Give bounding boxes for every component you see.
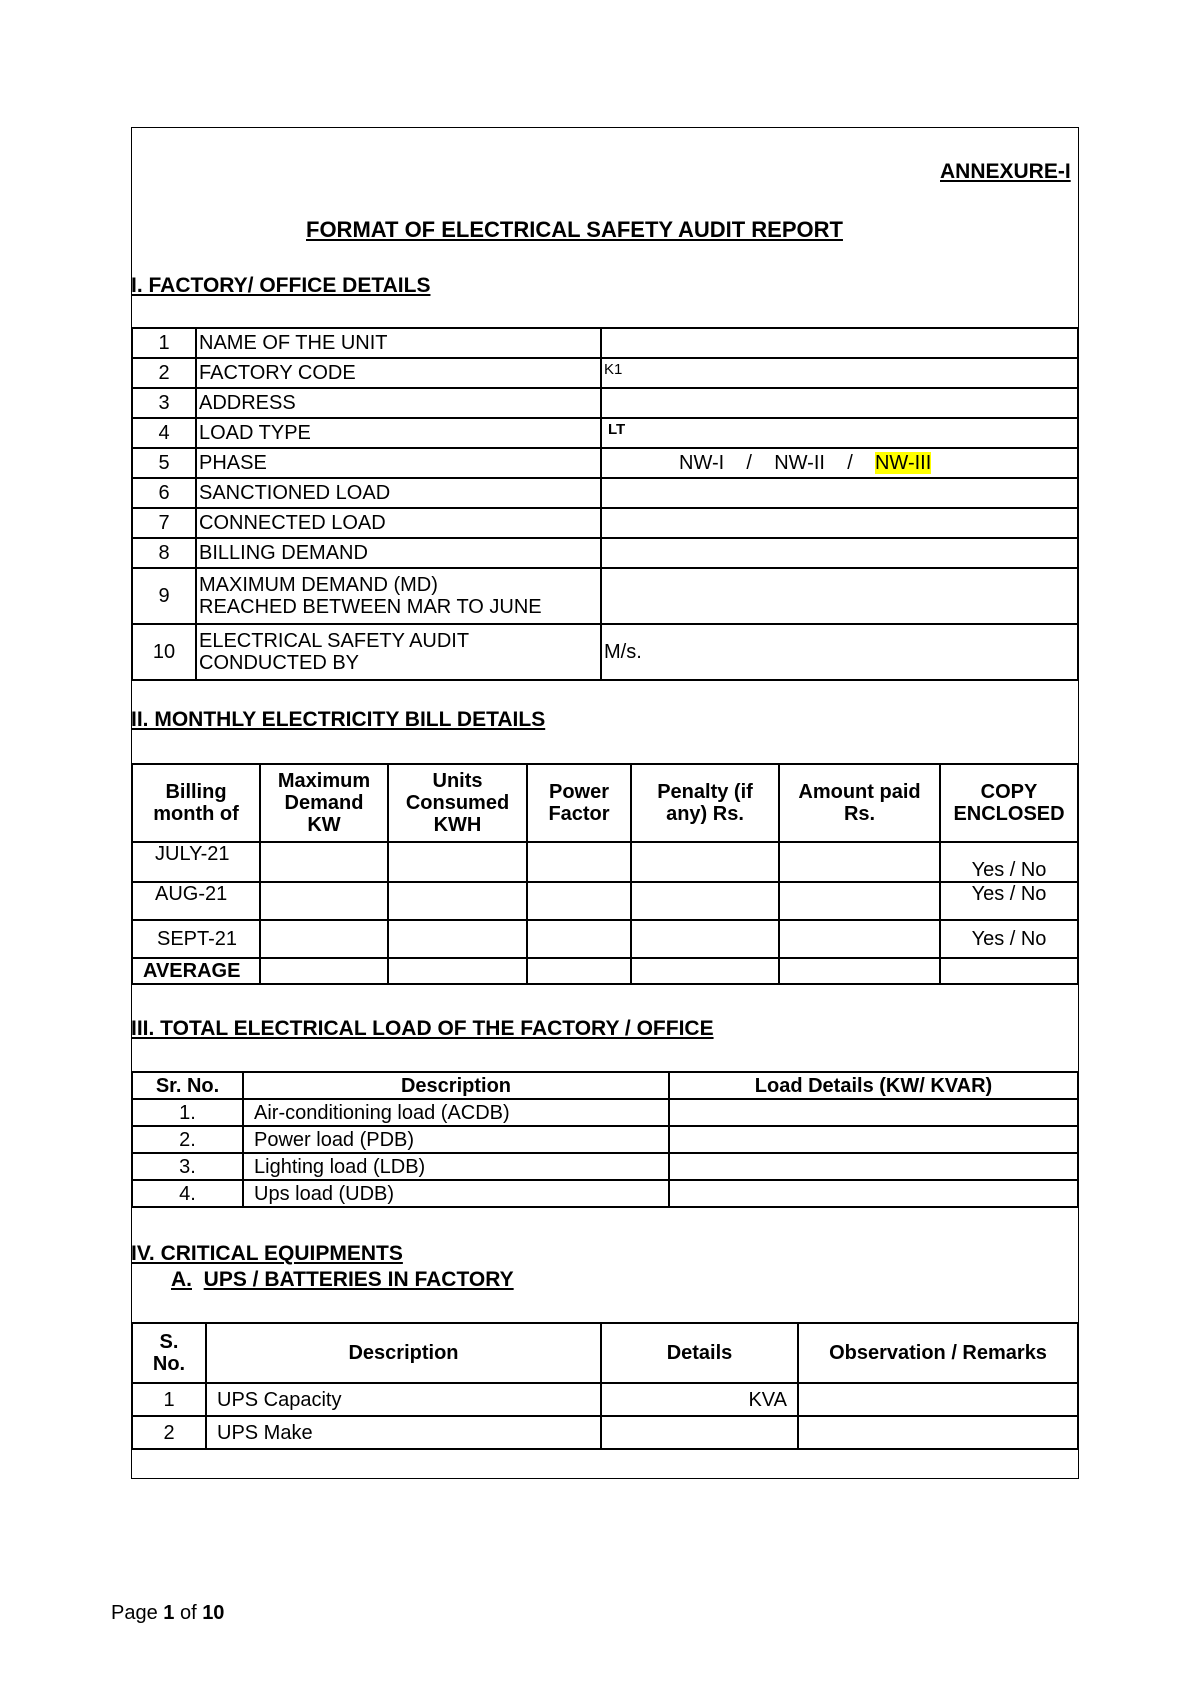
col-header-sr-no: Sr. No. bbox=[132, 1072, 243, 1099]
header-line: Maximum bbox=[277, 770, 371, 792]
header-line: Consumed bbox=[405, 792, 510, 814]
section2-heading: II. MONTHLY ELECTRICITY BILL DETAILS bbox=[131, 708, 546, 731]
cell[interactable] bbox=[388, 882, 527, 920]
row-label-line2: REACHED BETWEEN MAR TO JUNE bbox=[199, 596, 542, 618]
col-header-max-demand bbox=[260, 764, 388, 842]
load-description: Power load (PDB) bbox=[243, 1126, 669, 1153]
table-header-row bbox=[132, 1323, 1078, 1383]
row-no: 5 bbox=[132, 448, 196, 478]
cell[interactable] bbox=[779, 882, 940, 920]
sr-no: 2. bbox=[132, 1126, 243, 1153]
bill-details-table bbox=[131, 763, 1079, 985]
table-row bbox=[132, 624, 1078, 680]
row-no: 7 bbox=[132, 508, 196, 538]
row-label: PHASE bbox=[196, 448, 601, 478]
row-no: 1 bbox=[132, 328, 196, 358]
phase-separator: / bbox=[847, 452, 853, 474]
table-row bbox=[132, 1153, 1078, 1180]
header-line: Units bbox=[432, 770, 483, 792]
row-label bbox=[196, 568, 601, 624]
average-cell: AVERAGE bbox=[132, 958, 260, 984]
table-row bbox=[132, 1180, 1078, 1207]
cell[interactable] bbox=[631, 842, 779, 882]
table-row bbox=[132, 882, 1078, 920]
cell[interactable] bbox=[779, 842, 940, 882]
footer-page-number: 1 bbox=[163, 1602, 175, 1624]
phase-options bbox=[601, 448, 1078, 478]
cell[interactable] bbox=[527, 958, 631, 984]
row-label: CONNECTED LOAD bbox=[196, 508, 601, 538]
col-header-copy bbox=[940, 764, 1078, 842]
cell[interactable] bbox=[779, 958, 940, 984]
table-row bbox=[132, 958, 1078, 984]
section3-heading: III. TOTAL ELECTRICAL LOAD OF THE FACTORY / OFFICE bbox=[131, 1017, 714, 1040]
col-header-penalty bbox=[631, 764, 779, 842]
subheading-letter: A. bbox=[171, 1268, 192, 1291]
row-label: ADDRESS bbox=[196, 388, 601, 418]
header-line: Amount paid bbox=[798, 781, 921, 803]
row-value[interactable]: K1 bbox=[601, 358, 1078, 388]
row-no: 9 bbox=[132, 568, 196, 624]
table-row bbox=[132, 478, 1078, 508]
ups-details[interactable] bbox=[601, 1416, 798, 1449]
row-value[interactable] bbox=[601, 568, 1078, 624]
header-line: Rs. bbox=[843, 803, 876, 825]
header-line: KWH bbox=[433, 814, 482, 836]
sr-no: 3. bbox=[132, 1153, 243, 1180]
col-header-description: Description bbox=[243, 1072, 669, 1099]
annexure-label: ANNEXURE-I bbox=[940, 160, 1071, 183]
ups-table bbox=[131, 1322, 1079, 1450]
phase-separator: / bbox=[746, 452, 752, 474]
row-label: BILLING DEMAND bbox=[196, 538, 601, 568]
section1-heading: I. FACTORY/ OFFICE DETAILS bbox=[131, 274, 431, 297]
cell[interactable] bbox=[527, 882, 631, 920]
row-value[interactable]: LT bbox=[601, 418, 1078, 448]
section4-subheading bbox=[171, 1268, 514, 1292]
sr-no: 4. bbox=[132, 1180, 243, 1207]
copy-enclosed-cell[interactable]: Yes / No bbox=[940, 882, 1078, 920]
row-value[interactable] bbox=[601, 538, 1078, 568]
row-label-line1: ELECTRICAL SAFETY AUDIT bbox=[199, 630, 470, 652]
col-header-details: Details bbox=[601, 1323, 798, 1383]
cell[interactable] bbox=[631, 882, 779, 920]
col-header-sno bbox=[132, 1323, 206, 1383]
cell[interactable] bbox=[260, 842, 388, 882]
page-footer bbox=[111, 1602, 224, 1625]
table-row bbox=[132, 568, 1078, 624]
footer-of: of bbox=[174, 1602, 203, 1624]
col-header-description: Description bbox=[206, 1323, 601, 1383]
section4-heading: IV. CRITICAL EQUIPMENTS bbox=[131, 1242, 403, 1265]
col-header-units bbox=[388, 764, 527, 842]
cell[interactable] bbox=[631, 920, 779, 958]
month-cell: JULY-21 bbox=[132, 842, 260, 882]
col-header-load-details: Load Details (KW/ KVAR) bbox=[669, 1072, 1078, 1099]
row-no: 10 bbox=[132, 624, 196, 680]
load-description: Ups load (UDB) bbox=[243, 1180, 669, 1207]
load-value[interactable] bbox=[669, 1099, 1078, 1126]
table-row bbox=[132, 842, 1078, 882]
cell[interactable] bbox=[527, 842, 631, 882]
table-row bbox=[132, 448, 1078, 478]
table-row bbox=[132, 358, 1078, 388]
table-header-row bbox=[132, 1072, 1078, 1099]
header-line: S. bbox=[159, 1331, 179, 1353]
header-line: ENCLOSED bbox=[953, 803, 1065, 825]
row-value[interactable] bbox=[601, 508, 1078, 538]
col-header-power-factor bbox=[527, 764, 631, 842]
cell[interactable] bbox=[260, 882, 388, 920]
row-label-line1: MAXIMUM DEMAND (MD) bbox=[199, 574, 438, 596]
load-value[interactable] bbox=[669, 1153, 1078, 1180]
factory-details-table bbox=[131, 327, 1079, 681]
load-value[interactable] bbox=[669, 1180, 1078, 1207]
footer-total-pages: 10 bbox=[202, 1602, 225, 1624]
table-row bbox=[132, 1383, 1078, 1416]
load-description: Lighting load (LDB) bbox=[243, 1153, 669, 1180]
load-description: Air-conditioning load (ACDB) bbox=[243, 1099, 669, 1126]
sr-no: 1. bbox=[132, 1099, 243, 1126]
table-row bbox=[132, 508, 1078, 538]
cell[interactable] bbox=[260, 958, 388, 984]
row-no: 6 bbox=[132, 478, 196, 508]
header-line: KW bbox=[307, 814, 341, 836]
ups-description: UPS Make bbox=[206, 1416, 601, 1449]
phase-option-nw1[interactable]: NW-I bbox=[679, 452, 725, 474]
row-value[interactable] bbox=[601, 478, 1078, 508]
table-row bbox=[132, 920, 1078, 958]
row-no: 3 bbox=[132, 388, 196, 418]
phase-option-nw2[interactable]: NW-II bbox=[774, 452, 825, 474]
col-header-observation: Observation / Remarks bbox=[798, 1323, 1078, 1383]
header-line: Billing bbox=[165, 781, 227, 803]
row-label: NAME OF THE UNIT bbox=[196, 328, 601, 358]
cell[interactable] bbox=[631, 958, 779, 984]
table-row bbox=[132, 1099, 1078, 1126]
header-line: No. bbox=[152, 1353, 186, 1375]
col-header-amount bbox=[779, 764, 940, 842]
row-label: FACTORY CODE bbox=[196, 358, 601, 388]
table-row bbox=[132, 1416, 1078, 1449]
cell[interactable] bbox=[940, 958, 1078, 984]
ups-description: UPS Capacity bbox=[206, 1383, 601, 1416]
header-line: Power bbox=[548, 781, 610, 803]
header-line: Penalty (if bbox=[657, 781, 753, 803]
copy-enclosed-cell[interactable]: Yes / No bbox=[940, 920, 1078, 958]
row-no: 2 bbox=[132, 1416, 206, 1449]
cell[interactable] bbox=[388, 920, 527, 958]
header-line: COPY bbox=[980, 781, 1038, 803]
copy-enclosed-cell[interactable]: Yes / No bbox=[940, 842, 1078, 882]
footer-page-label: Page bbox=[111, 1602, 164, 1624]
load-value[interactable] bbox=[669, 1126, 1078, 1153]
month-cell: SEPT-21 bbox=[132, 920, 260, 958]
phase-option-nw3-selected[interactable]: NW-III bbox=[874, 452, 932, 474]
row-no: 4 bbox=[132, 418, 196, 448]
cell[interactable] bbox=[388, 958, 527, 984]
month-cell: AUG-21 bbox=[132, 882, 260, 920]
table-row bbox=[132, 538, 1078, 568]
header-line: Demand bbox=[284, 792, 364, 814]
row-label bbox=[196, 624, 601, 680]
table-row bbox=[132, 1126, 1078, 1153]
row-label: LOAD TYPE bbox=[196, 418, 601, 448]
row-label-line2: CONDUCTED BY bbox=[199, 652, 360, 674]
row-value[interactable]: M/s. bbox=[601, 624, 1078, 680]
row-no: 2 bbox=[132, 358, 196, 388]
row-no: 8 bbox=[132, 538, 196, 568]
table-row bbox=[132, 328, 1078, 358]
col-header-billing bbox=[132, 764, 260, 842]
table-row bbox=[132, 388, 1078, 418]
subheading-text: UPS / BATTERIES IN FACTORY bbox=[203, 1268, 514, 1291]
row-no: 1 bbox=[132, 1383, 206, 1416]
ups-details[interactable]: KVA bbox=[601, 1383, 798, 1416]
cell[interactable] bbox=[527, 920, 631, 958]
row-value[interactable] bbox=[601, 388, 1078, 418]
cell[interactable] bbox=[260, 920, 388, 958]
header-line: Factor bbox=[548, 803, 610, 825]
ups-observation[interactable] bbox=[798, 1416, 1078, 1449]
header-line: any) Rs. bbox=[666, 803, 744, 825]
load-table bbox=[131, 1071, 1079, 1208]
ups-observation[interactable] bbox=[798, 1383, 1078, 1416]
cell[interactable] bbox=[388, 842, 527, 882]
row-label: SANCTIONED LOAD bbox=[196, 478, 601, 508]
row-value[interactable] bbox=[601, 328, 1078, 358]
table-header-row bbox=[132, 764, 1078, 842]
table-row bbox=[132, 418, 1078, 448]
header-line: month of bbox=[153, 803, 239, 825]
cell[interactable] bbox=[779, 920, 940, 958]
page-title: FORMAT OF ELECTRICAL SAFETY AUDIT REPORT bbox=[306, 217, 843, 242]
